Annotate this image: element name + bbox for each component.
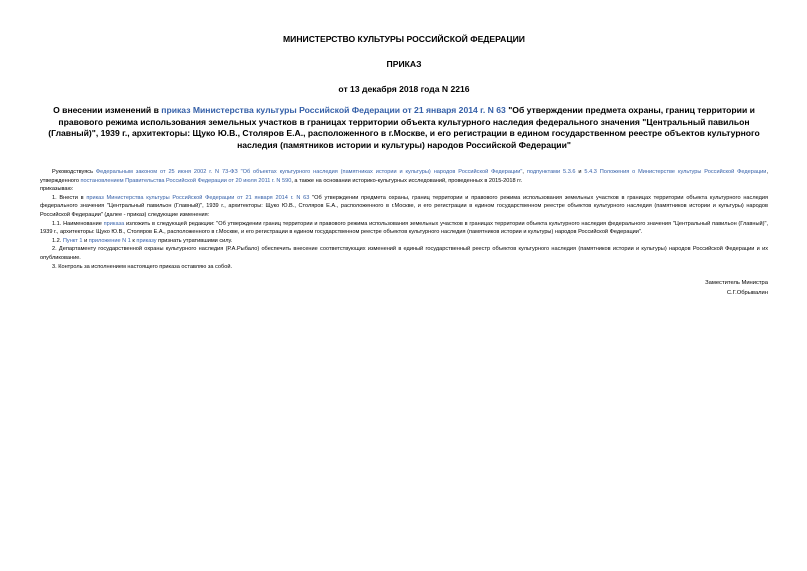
paragraph-1-2-link-order[interactable]: приказу <box>136 237 157 244</box>
paragraph-1-1-link-order-name[interactable]: приказа <box>103 220 125 227</box>
title-link-order-63[interactable]: приказ Министерства культуры Российской Федерации от 21 января 2014 г. N 63 <box>161 105 506 115</box>
preamble-text-5: , а также на основании историко-культурных исследований, проведенных в 2015-2018 гг. <box>291 177 523 184</box>
ministry-heading: МИНИСТЕРСТВО КУЛЬТУРЫ РОССИЙСКОЙ ФЕДЕРАЦИИ <box>283 34 525 44</box>
paragraph-1-2-text-4: признать утратившими силу. <box>156 237 233 244</box>
preamble-text-4: , утвержденного <box>40 169 768 184</box>
paragraph-1-1 <box>40 220 768 237</box>
paragraph-1-2 <box>40 237 768 246</box>
paragraph-1-1-text-2: изложить в следующей редакции: "Об утверждении границ территории и правового режима использования земельных участков в границах территории объекта культурного наследия федерального значения "Центральный павильон (Главный)", 1939 г., архитекторы: Щуко Ю.В., Столяров Е.А., расположенного в г.Москве, и его регистрации в едином государственном реестре объектов культурного наследия (памятников истории и культуры) народов Российской Федерации". <box>40 220 768 236</box>
order-body <box>40 168 768 271</box>
paragraph-1-1-text-1: 1.1. Наименование <box>52 220 104 227</box>
link-subparagraph-5-3-6[interactable]: подпунктами 5.3.6 <box>526 169 576 175</box>
link-government-decree-590[interactable]: постановлением Правительства Российской Федерации от 20 июля 2011 г. N 590 <box>80 177 292 184</box>
order-date-number: от 13 декабря 2018 года N 2216 <box>338 84 470 94</box>
signatory-name: С.Г.Обрывалин <box>726 290 768 297</box>
paragraph-1-2-text-3: к <box>130 237 137 244</box>
preamble-text-2: , <box>522 169 527 175</box>
paragraph-1 <box>40 194 768 220</box>
link-regulation-5-4-3[interactable]: 5.4.3 Положения о Министерстве культуры Российской Федерации <box>584 169 767 175</box>
title-suffix: "Об утверждении предмета охраны, границ территории и правового режима использования земельных участков в границах территории объекта культурного наследия федерального значения "Центральный павильон (Главный)", 1939 г., архитекторы: Щуко Ю.В., Столяров Е.А., расположенного в г.Москве, и его регистрации в едином государственном реестре объектов культурного наследия (памятников истории и культуры) народов Российской Федерации" <box>48 105 760 150</box>
paragraph-1-text-2: "Об утверждении предмета охраны, границ территории и правового режима использования земельных участков в границах территории объекта культурного наследия федерального значения "Центральный павильон (Главный)", 1939 г., архитекторы: Щуко Ю.В., Столяров Е.А., расположенного в г.Москве, и его регистрации в едином государственном реестре объектов культурного наследия (памятников истории и культуры) народов Российской Федерации" (далее - приказ) следующие изменения: <box>40 194 768 218</box>
paragraph-1-2-link-annex-1[interactable]: приложение N 1 <box>88 237 131 244</box>
paragraph-1-2-text-2: и <box>82 237 89 244</box>
paragraph-3: 3. Контроль за исполнением настоящего приказа оставляю за собой. <box>52 263 233 270</box>
order-word: приказываю: <box>40 186 74 193</box>
signature-block <box>40 278 768 298</box>
document-page <box>40 34 768 298</box>
preamble-text-1: Руководствуясь <box>52 169 96 175</box>
signatory-position: Заместитель Министра <box>705 280 768 287</box>
paragraph-2: 2. Департаменту государственной охраны культурного наследия (Р.А.Рыбало) обеспечить внесение соответствующих изменений в единый государственный реестр объектов культурного наследия (памятников истории и культуры) народов Российской Федерации и их опубликование. <box>40 246 768 261</box>
paragraph-1-link-order-63[interactable]: приказ Министерства культуры Российской Федерации от 21 января 2014 г. N 63 <box>86 194 310 201</box>
paragraph-1-2-link-item-1[interactable]: Пункт 1 <box>62 237 83 244</box>
title-prefix: О внесении изменений в <box>53 105 162 115</box>
paragraph-1-text-1: 1. Внести в <box>52 194 87 201</box>
preamble-paragraph <box>40 168 768 185</box>
order-title <box>40 105 768 151</box>
document-type-heading: ПРИКАЗ <box>386 59 422 69</box>
preamble-text-3: и <box>575 169 585 175</box>
paragraph-1-2-text-1: 1.2. <box>52 237 63 244</box>
link-federal-law-73[interactable]: Федеральным законом от 25 июня 2002 г. N 73-ФЗ "Об объектах культурного наследия (памятниках истории и культуры) народов Российской Федерации" <box>95 169 523 175</box>
